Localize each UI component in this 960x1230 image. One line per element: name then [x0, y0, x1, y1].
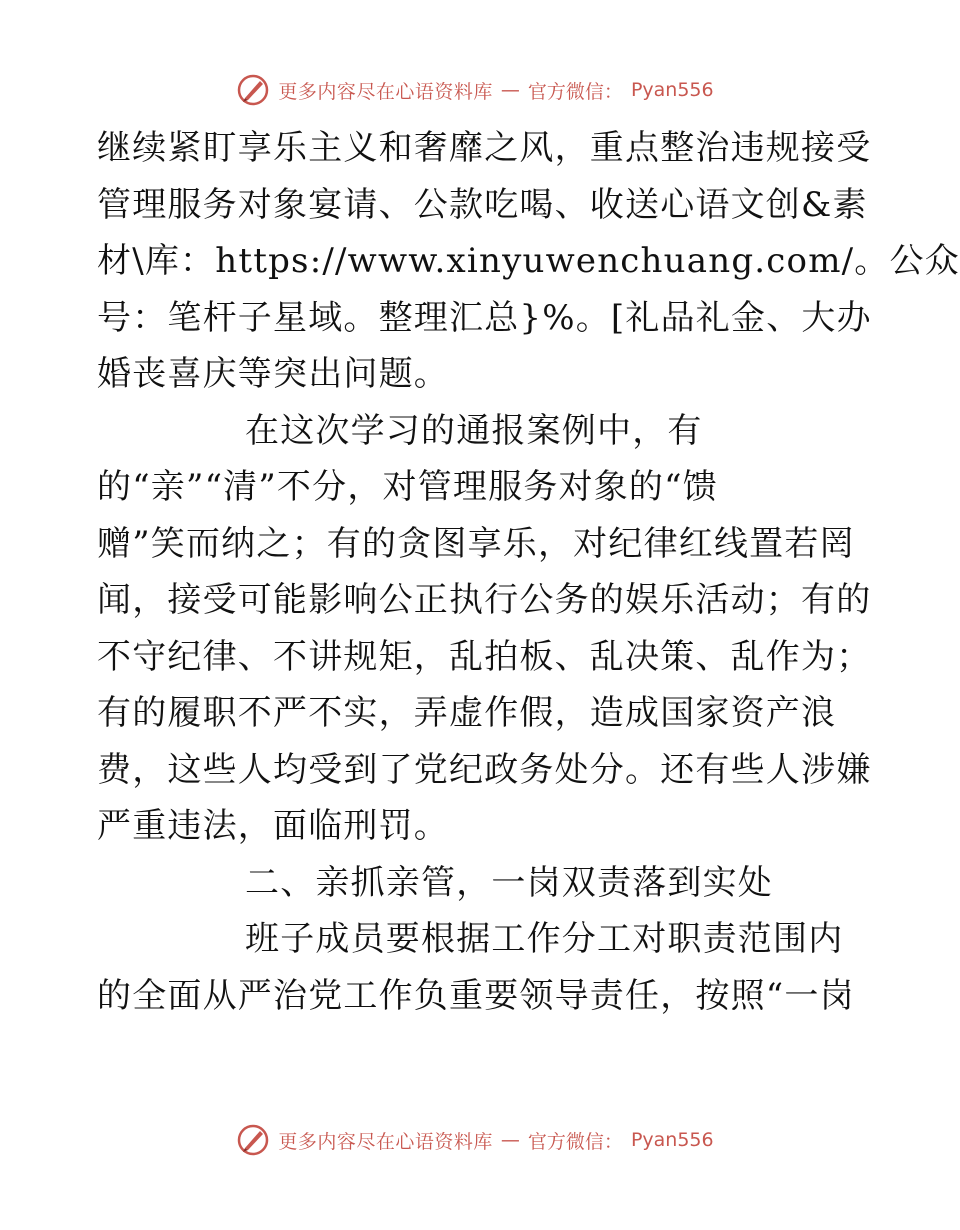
banner-text: 更多内容尽在心语资料库 [278, 80, 493, 103]
text-line: 的“亲”“清”不分，对管理服务对象的“馈 [97, 467, 718, 507]
text-line: 闻，接受可能影响公正执行公务的娱乐活动；有的 [97, 580, 872, 620]
header-watermark-banner [0, 70, 950, 110]
banner-separator: — [500, 1129, 520, 1151]
banner-text: 更多内容尽在心语资料库 [278, 1130, 493, 1153]
text-line: 婚丧喜庆等突出问题。 [97, 354, 449, 394]
text-line: 不守纪律、不讲规矩，乱拍板、乱决策、乱作为； [97, 636, 872, 677]
text-line: 有的履职不严不实，弄虚作假，造成国家资产浪 [97, 693, 837, 733]
footer-watermark-banner [0, 1120, 950, 1160]
text-line: 号：笔杆子星域。整理汇总}%。[礼品礼金、大办 [97, 297, 872, 338]
document-body [97, 120, 960, 1024]
section-heading: 二、亲抓亲管，一岗双责落到实处 [245, 862, 773, 903]
banner-wechat-label: 官方微信： [527, 1130, 623, 1153]
text-line: 费，这些人均受到了党纪政务处分。还有些人涉嫌 [97, 749, 872, 790]
text-line: 继续紧盯享乐主义和奢靡之风，重点整治违规接受 [97, 128, 872, 168]
pen-logo-icon [236, 1123, 270, 1157]
text-line: 的全面从严治党工作负重要领导责任，按照“一岗 [97, 975, 855, 1016]
text-line: 赠”笑而纳之；有的贪图享乐，对纪律红线置若罔 [97, 523, 855, 564]
pen-logo-icon [236, 73, 270, 107]
banner-wechat-id: Pyan556 [630, 79, 714, 101]
text-line: 严重违法，面临刑罚。 [97, 806, 449, 846]
text-line: 材\库：https://www.xinyuwenchuang.com/。公众 [97, 241, 960, 281]
text-line: 在这次学习的通报案例中，有 [245, 410, 703, 451]
text-line: 管理服务对象宴请、公款吃喝、收送心语文创&素 [97, 184, 868, 225]
banner-wechat-label: 官方微信： [527, 80, 623, 103]
banner-separator: — [500, 79, 520, 101]
text-line: 班子成员要根据工作分工对职责范围内 [245, 919, 844, 959]
banner-wechat-id: Pyan556 [630, 1129, 714, 1151]
